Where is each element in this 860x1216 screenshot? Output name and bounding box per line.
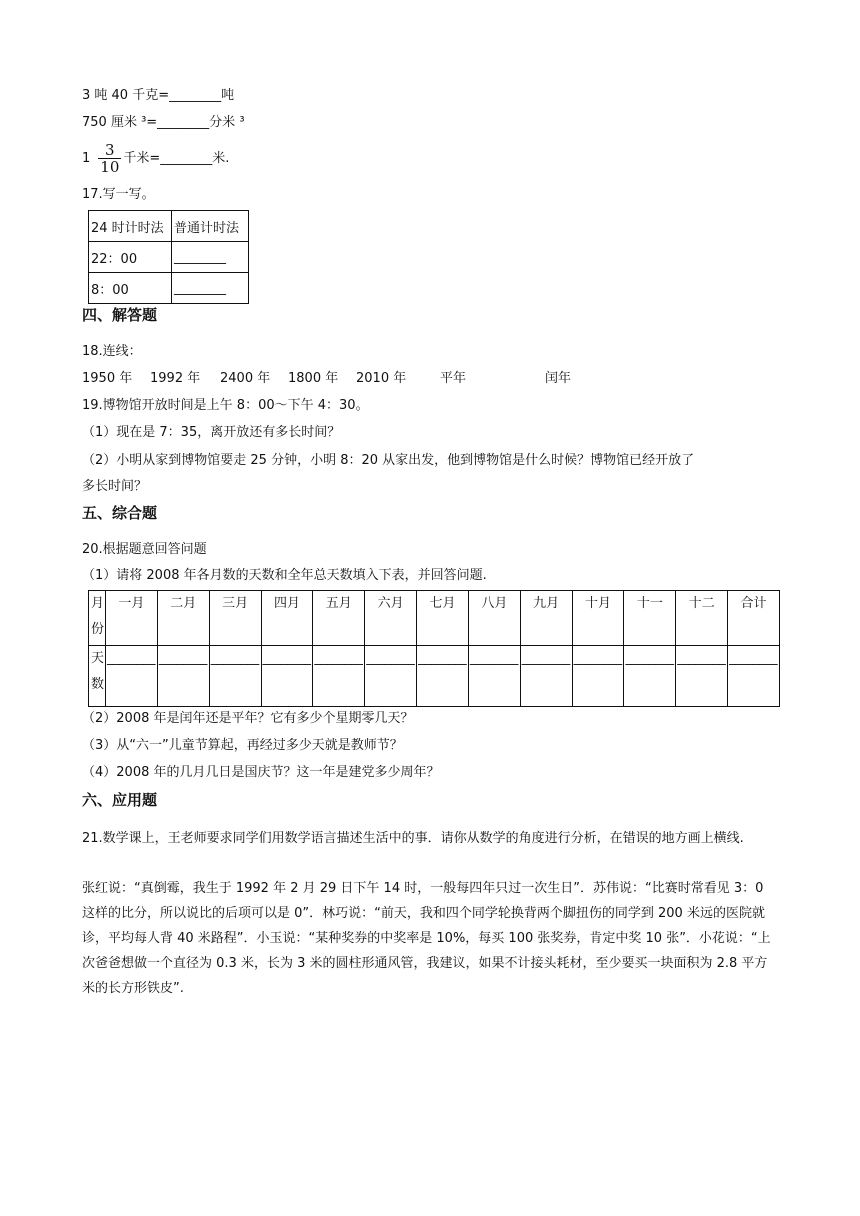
month-cell: 四月 [261,591,313,646]
days-blank[interactable]: ________ [365,646,417,707]
conversion-line-3-rest: 千米=________米. [123,151,230,166]
month-cell: 合计 [728,591,780,646]
table-row [89,242,249,273]
type-item: 闰年 [545,371,572,386]
q21-body: 张红说：“真倒霉，我生于 1992 年 2 月 29 日下午 14 时，一般每四年只过一次生日”．苏伟说：“比赛时常看见 3：0 这样的比分，所以说比的后项可以是 0”．林巧说：“前天，我和四个同学轮换背两个脚扭伤的同学到 200 米远的医院就诊，平均每人背 40 米路程”．小玉说：“某种奖券的中奖率是 10%，每买 100 张奖券，肯定中奖 10 张”．小花说：“上次爸爸想做一个直径为 0.3 米，长为 3 米的圆柱形通风管，我建议，如果不计接头耗材，至少要买一块面积为 2.8 平方米的长方形铁皮”. [82,881,771,996]
conversion-line-1: 3 吨 40 千克=________吨 [82,88,235,103]
q20-table [88,590,780,707]
table-row [89,591,780,646]
total-blank[interactable]: ________ [728,646,780,707]
days-blank[interactable]: ________ [572,646,624,707]
conversion-line-2: 750 厘米 ³=________分米 ³ [82,115,245,130]
q19-part-1: （1）现在是 7：35，离开放还有多长时间？ [82,425,341,440]
q17-table [88,210,249,304]
q18-title: 18.连线： [82,344,142,359]
time-cell: 22：00 [89,242,172,273]
fraction-denominator: 10 [100,158,120,176]
year-item: 1800 年 [288,371,339,386]
type-item: 平年 [440,371,467,386]
month-cell: 十一 [624,591,676,646]
q20-part-1: （1）请将 2008 年各月数的天数和全年总天数填入下表，并回答问题. [82,568,487,583]
q19-title: 19.博物馆开放时间是上午 8：00～下午 4：30。 [82,398,369,413]
time-cell: 8：00 [89,273,172,304]
month-cell: 十月 [572,591,624,646]
month-cell: 九月 [520,591,572,646]
year-item: 2400 年 [220,371,271,386]
section-heading-5: 五、综合题 [82,504,158,522]
days-blank[interactable]: ________ [676,646,728,707]
whole-number: 1 [82,151,91,166]
q21-title: 21.数学课上，王老师要求同学们用数学语言描述生活中的事．请你从数学的角度进行分析，在错误的地方画上横线. [82,831,744,846]
days-blank[interactable]: ________ [468,646,520,707]
days-blank[interactable]: ________ [417,646,469,707]
section-heading-6: 六、应用题 [82,791,158,809]
days-blank[interactable]: ________ [261,646,313,707]
month-cell: 七月 [417,591,469,646]
fraction [98,142,121,175]
days-blank[interactable]: ________ [520,646,572,707]
answer-blank[interactable]: ________ [172,273,249,304]
section-heading-4: 四、解答题 [82,306,158,324]
row-label-days: 天数 [89,646,106,707]
days-blank[interactable]: ________ [106,646,158,707]
fraction-numerator: 3 [98,142,121,159]
q19-part-2: （2）小明从家到博物馆要走 25 分钟，小明 8：20 从家出发，他到博物馆是什么时候？博物馆已经开放了 [82,453,695,468]
conversion-line-3 [82,142,229,175]
month-cell: 八月 [468,591,520,646]
month-cell: 一月 [106,591,158,646]
days-blank[interactable]: ________ [209,646,261,707]
month-cell: 六月 [365,591,417,646]
month-cell: 二月 [157,591,209,646]
month-cell: 五月 [313,591,365,646]
q19-part-2-cont: 多长时间？ [82,479,148,494]
year-item: 2010 年 [356,371,407,386]
q20-part-4: （4）2008 年的几月几日是国庆节？这一年是建党多少周年？ [82,765,440,780]
year-item: 1950 年 [82,371,133,386]
table-row [89,211,249,242]
month-cell: 十二 [676,591,728,646]
q17-title: 17.写一写。 [82,187,155,202]
q20-part-3: （3）从“六一”儿童节算起，再经过多少天就是教师节？ [82,738,403,753]
row-label-month: 月份 [89,591,106,646]
days-blank[interactable]: ________ [313,646,365,707]
month-cell: 三月 [209,591,261,646]
header-cell: 24 时计时法 [89,211,172,242]
q20-title: 20.根据题意回答问题 [82,542,207,557]
table-row [89,646,780,707]
q20-part-2: （2）2008 年是闰年还是平年？它有多少个星期零几天？ [82,711,414,726]
year-item: 1992 年 [150,371,201,386]
answer-blank[interactable]: ________ [172,242,249,273]
header-cell: 普通计时法 [172,211,249,242]
table-row [89,273,249,304]
days-blank[interactable]: ________ [157,646,209,707]
days-blank[interactable]: ________ [624,646,676,707]
